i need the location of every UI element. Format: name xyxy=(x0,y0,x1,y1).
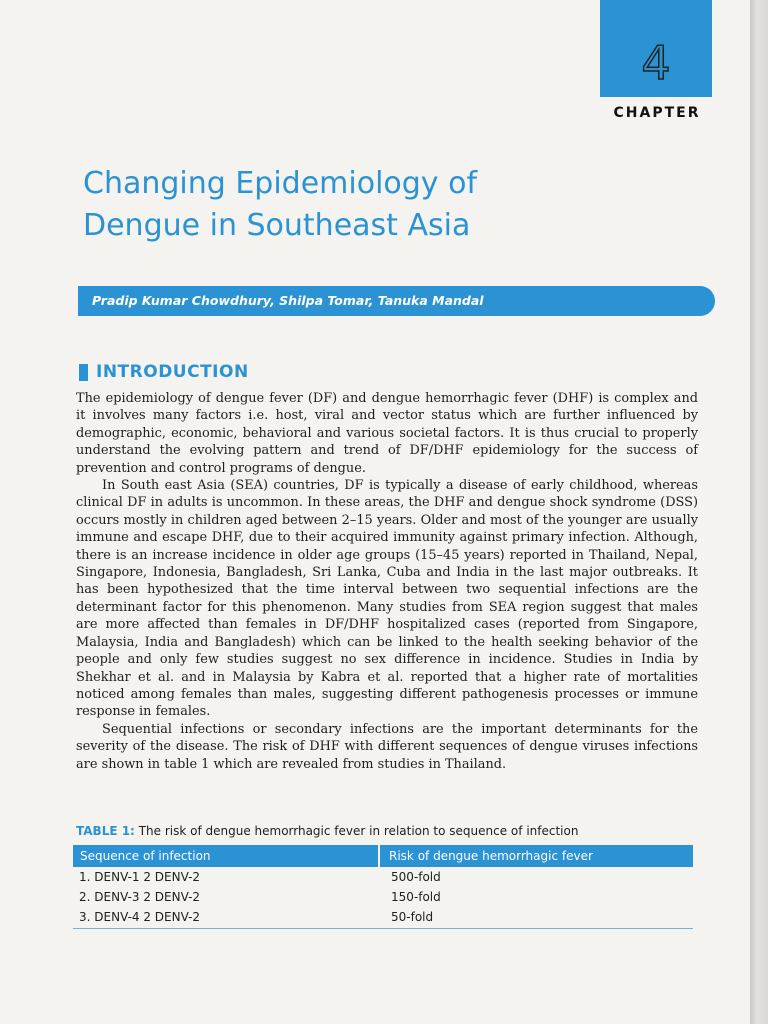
table-bottom-rule xyxy=(73,928,693,929)
chapter-title-line-1: Changing Epidemiology of xyxy=(83,166,478,201)
page-edge xyxy=(750,0,768,1024)
table-cell-risk: 500-fold xyxy=(391,870,441,884)
table-label: TABLE 1: xyxy=(76,824,135,838)
table-row xyxy=(73,887,693,907)
table-cell-risk: 150-fold xyxy=(391,890,441,904)
chapter-title-line-2: Dengue in Southeast Asia xyxy=(83,208,471,243)
table-cell-sequence: 2. DENV-3 2 DENV-2 xyxy=(79,890,201,904)
table-cell-risk: 50-fold xyxy=(391,910,434,924)
table-header-sequence: Sequence of infection xyxy=(73,845,380,867)
body-text xyxy=(76,390,698,773)
table-cell-sequence: 3. DENV-4 2 DENV-2 xyxy=(79,910,201,924)
risk-table xyxy=(73,845,693,929)
section-heading xyxy=(79,361,249,383)
paragraph-2: In South east Asia (SEA) countries, DF is typically a disease of early childhood, whereas clinical DF in adults is uncommon. In these areas, the DHF and dengue shock syndrome (DSS) occurs mostly in children aged between 2–15 years. Older and most of the younger are usually immune and escape DHF, due to their acquired immunity against primary infection. Although, there is an increase incidence in older age groups (15–45 years) reported in Thailand, Nepal, Singapore, Indonesia, Bangladesh, Sri Lanka, Cuba and India in the last major outbreaks. It has been hypothesized that the time interval between two sequential infections are the determinant factor for this phenomenon. Many studies from SEA region suggest that males are more affected than females in DF/DHF hospitalized cases (reported from Singapore, Malaysia, India and Bangladesh) which can be linked to the health seeking behavior of the people and only few studies suggest no sex difference in incidence. Studies in India by Shekhar et al. and in Malaysia by Kabra et al. reported that a higher rate of mortalities noticed among females than males, suggesting different pathogenesis processes or immune response in females. xyxy=(76,478,698,720)
table-caption xyxy=(76,824,698,838)
table-cell-sequence: 1. DENV-1 2 DENV-2 xyxy=(79,870,201,884)
authors-banner: Pradip Kumar Chowdhury, Shilpa Tomar, Tanuka Mandal xyxy=(78,286,715,316)
section-title: INTRODUCTION xyxy=(96,362,249,382)
paragraph-3: Sequential infections or secondary infections are the important determinants for the severity of the disease. The risk of DHF with different sequences of dengue viruses infections are shown in table 1 which are revealed from studies in Thailand. xyxy=(76,721,698,772)
chapter-number: 4 xyxy=(641,36,671,90)
paragraph-1: The epidemiology of dengue fever (DF) and dengue hemorrhagic fever (DHF) is complex and it involves many factors i.e. host, viral and vector status which are further influenced by demographic, economic, behavioral and various societal factors. It is thus crucial to properly understand the evolving pattern and trend of DF/DHF epidemiology for the success of prevention and control programs of dengue. xyxy=(76,391,698,476)
table-row xyxy=(73,867,693,887)
table-caption-text: The risk of dengue hemorrhagic fever in relation to sequence of infection xyxy=(138,824,579,838)
table-header-risk: Risk of dengue hemorrhagic fever xyxy=(389,849,593,863)
chapter-label: CHAPTER xyxy=(613,105,701,121)
table-row xyxy=(73,907,693,927)
chapter-title xyxy=(83,163,583,247)
section-marker xyxy=(79,364,88,381)
table-header-row xyxy=(73,845,693,867)
